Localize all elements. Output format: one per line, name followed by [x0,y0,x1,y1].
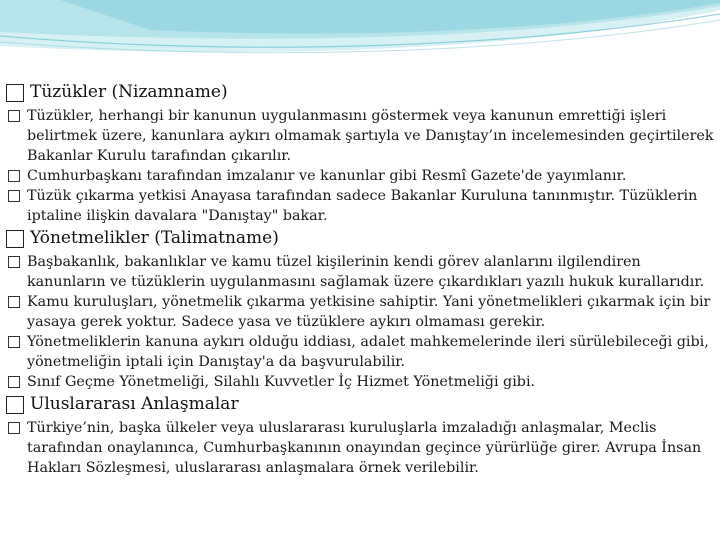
bullet-text: Türkiye’nin, başka ülkeler veya uluslararası kuruluşlarla imzaladığı anlaşmalar, Meclis tarafından onaylanınca, Cumhurbaşkanının onayından geçince yürürlüğe girer. Avrupa İnsan Hakları Sözleşmesi, uluslararası anlaşmalara örnek verilebilir. [27,420,702,476]
bullet-item [6,372,714,392]
bullet-box-icon [8,336,20,348]
bullet-item [6,252,714,292]
bullet-text: Tüzükler, herhangi bir kanunun uygulanmasını göstermek veya kanunun emrettiği işleri belirtmek üzere, kanunlara aykırı olmamak şartıyla ve Danıştay’ın incelemesinden geçirtilerek Bakanlar Kurulu tarafından çıkarılır. [27,108,714,164]
bullet-box-icon [8,422,20,434]
bullet-box-icon [8,190,20,202]
bullet-text: Cumhurbaşkanı tarafından imzalanır ve kanunlar gibi Resmî Gazete'de yayımlanır. [27,168,627,184]
bullet-box-icon [8,296,20,308]
bullet-box-icon [8,170,20,182]
heading-checkbox-icon [6,230,24,248]
bullet-item [6,292,714,332]
section-heading-uluslararasi [6,394,714,415]
bullet-text: Kamu kuruluşları, yönetmelik çıkarma yetkisine sahiptir. Yani yönetmelikleri çıkarmak için bir yasaya gerek yoktur. Sadece yasa ve tüzüklere aykırı olmaması gerekir. [27,294,711,330]
section-heading-yonetmelikler [6,228,714,249]
bullet-item [6,186,714,226]
bullet-item [6,332,714,372]
bullet-item [6,166,714,186]
section-heading-tuzukler [6,82,714,103]
bullet-text: Yönetmeliklerin kanuna aykırı olduğu iddiası, adalet mahkemelerinde ileri sürülebileceği gibi, yönetmeliğin iptali için Danıştay'a da başvurulabilir. [27,334,709,370]
bullet-item [6,418,714,478]
heading-checkbox-icon [6,396,24,414]
bullet-item [6,106,714,166]
bullet-text: Başbakanlık, bakanlıklar ve kamu tüzel kişilerinin kendi görev alanlarını ilgilendiren kanunların ve tüzüklerin uygulanmasını sağlamak üzere çıkardıkları yazılı hukuk kurallarıdır. [27,254,705,290]
bullet-text: Tüzük çıkarma yetkisi Anayasa tarafından sadece Bakanlar Kuruluna tanınmıştır. Tüzüklerin iptaline ilişkin davalara "Danıştay" bakar. [27,188,698,224]
bullet-box-icon [8,110,20,122]
document-body [6,82,714,478]
header-wave-decoration [0,0,720,70]
bullet-box-icon [8,256,20,268]
section-title: Tüzükler (Nizamname) [30,82,228,102]
section-title: Uluslararası Anlaşmalar [30,394,239,414]
section-title: Yönetmelikler (Talimatname) [30,228,279,248]
heading-checkbox-icon [6,84,24,102]
bullet-text: Sınıf Geçme Yönetmeliği, Silahlı Kuvvetler İç Hizmet Yönetmeliği gibi. [27,374,536,390]
bullet-box-icon [8,376,20,388]
